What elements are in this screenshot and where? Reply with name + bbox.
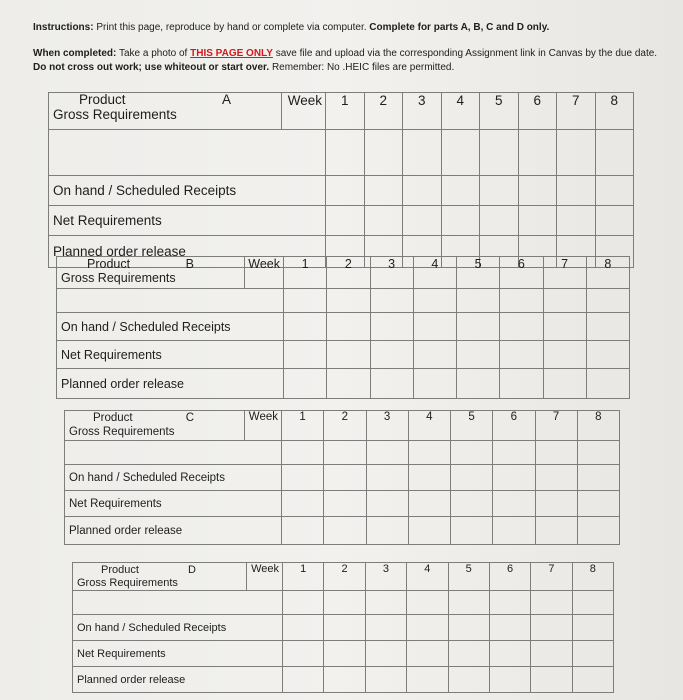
entry-cell[interactable]	[489, 615, 530, 641]
week-7: 7	[557, 93, 596, 130]
entry-cell[interactable]	[324, 465, 366, 491]
entry-cell[interactable]	[408, 465, 450, 491]
week-3: 3	[403, 93, 442, 130]
entry-cell[interactable]	[370, 289, 413, 313]
entry-cell[interactable]	[413, 341, 456, 369]
entry-cell[interactable]	[586, 369, 629, 399]
entry-cell[interactable]	[535, 465, 577, 491]
entry-cell[interactable]	[557, 176, 596, 206]
entry-cell[interactable]	[366, 517, 408, 545]
entry-cell[interactable]	[535, 517, 577, 545]
week-5: 5	[480, 93, 519, 130]
on-hand-row	[57, 313, 630, 341]
entry-cell[interactable]	[489, 667, 530, 693]
week-2: 2	[324, 411, 366, 441]
completed-bold: Do not cross out work; use whiteout or start over.	[33, 62, 270, 73]
entry-cell[interactable]	[370, 341, 413, 369]
this-page-only: THIS PAGE ONLY	[190, 48, 273, 59]
entry-cell[interactable]	[408, 491, 450, 517]
gross-requirements-row	[57, 289, 630, 313]
entry-cell[interactable]	[282, 491, 324, 517]
mrp-table-b	[56, 256, 630, 399]
week-1: 1	[284, 257, 327, 289]
row-label-gross: Gross Requirements	[69, 426, 175, 438]
week-label: Week	[245, 411, 282, 441]
entry-cell[interactable]	[324, 517, 366, 545]
product-letter: A	[221, 92, 231, 107]
entry-cell[interactable]	[327, 341, 370, 369]
product-cell	[57, 257, 245, 289]
entry-cell[interactable]	[543, 313, 586, 341]
header-row	[65, 411, 620, 441]
product-cell	[65, 411, 245, 441]
entry-cell[interactable]	[283, 641, 324, 667]
entry-cell[interactable]	[403, 176, 442, 206]
instructions-line-1	[33, 21, 549, 35]
entry-cell[interactable]	[365, 641, 406, 667]
entry-cell[interactable]	[531, 615, 572, 641]
entry-cell[interactable]	[480, 130, 519, 176]
entry-cell[interactable]	[577, 465, 619, 491]
entry-cell[interactable]	[448, 591, 489, 615]
header-row	[57, 257, 630, 289]
entry-cell[interactable]	[451, 491, 493, 517]
planned-order-row	[57, 369, 630, 399]
net-requirements-row	[49, 206, 634, 236]
week-5: 5	[451, 411, 493, 441]
product-letter: D	[188, 564, 196, 576]
product-label: Product	[87, 257, 131, 271]
entry-cell[interactable]	[543, 341, 586, 369]
week-8: 8	[572, 563, 613, 591]
entry-cell[interactable]	[408, 441, 450, 465]
entry-cell[interactable]	[493, 465, 535, 491]
completed-text-b: save file and upload via the corresponding Assignment link in Canvas by the due date.	[275, 48, 658, 59]
entry-cell[interactable]	[577, 517, 619, 545]
entry-cell[interactable]	[451, 465, 493, 491]
entry-cell[interactable]	[518, 206, 557, 236]
entry-cell[interactable]	[451, 441, 493, 465]
week-label: Week	[245, 257, 284, 289]
entry-cell[interactable]	[49, 130, 326, 176]
entry-cell[interactable]	[407, 641, 448, 667]
mrp-table-a	[48, 92, 634, 268]
entry-cell[interactable]	[407, 615, 448, 641]
entry-cell[interactable]	[531, 667, 572, 693]
entry-cell[interactable]	[577, 491, 619, 517]
row-label-gross: Gross Requirements	[53, 107, 177, 122]
entry-cell[interactable]	[586, 341, 629, 369]
entry-cell[interactable]	[595, 130, 634, 176]
week-2: 2	[364, 93, 403, 130]
week-3: 3	[366, 411, 408, 441]
entry-cell[interactable]	[572, 615, 613, 641]
planned-order-row	[65, 517, 620, 545]
net-requirements-row	[73, 641, 614, 667]
entry-cell[interactable]	[413, 369, 456, 399]
on-hand-row	[73, 615, 614, 641]
entry-cell[interactable]	[408, 517, 450, 545]
entry-cell[interactable]	[365, 615, 406, 641]
entry-cell[interactable]	[324, 491, 366, 517]
instructions-text: Print this page, reproduce by hand or complete via computer.	[96, 22, 367, 33]
row-label-gross: Gross Requirements	[77, 577, 178, 589]
completed-text-a: Take a photo of	[118, 48, 188, 59]
row-label-planned: Planned order release	[65, 517, 282, 545]
entry-cell[interactable]	[586, 313, 629, 341]
entry-cell[interactable]	[448, 615, 489, 641]
row-label-on-hand: On hand / Scheduled Receipts	[73, 615, 283, 641]
week-label: Week	[282, 93, 326, 130]
entry-cell[interactable]	[324, 667, 365, 693]
entry-cell[interactable]	[448, 667, 489, 693]
entry-cell[interactable]	[531, 591, 572, 615]
entry-cell[interactable]	[535, 491, 577, 517]
entry-cell[interactable]	[283, 615, 324, 641]
entry-cell[interactable]	[326, 130, 365, 176]
week-7: 7	[535, 411, 577, 441]
week-1: 1	[283, 563, 324, 591]
week-2: 2	[324, 563, 365, 591]
row-label-planned: Planned order release	[57, 369, 284, 399]
row-label-gross: Gross Requirements	[61, 271, 176, 285]
entry-cell[interactable]	[457, 313, 500, 341]
entry-cell[interactable]	[493, 517, 535, 545]
week-6: 6	[500, 257, 543, 289]
entry-cell[interactable]	[364, 206, 403, 236]
entry-cell[interactable]	[572, 641, 613, 667]
entry-cell[interactable]	[370, 369, 413, 399]
row-label-net: Net Requirements	[73, 641, 283, 667]
entry-cell[interactable]	[489, 591, 530, 615]
entry-cell[interactable]	[451, 517, 493, 545]
week-4: 4	[407, 563, 448, 591]
entry-cell[interactable]	[327, 289, 370, 313]
entry-cell[interactable]	[403, 206, 442, 236]
entry-cell[interactable]	[366, 491, 408, 517]
gross-requirements-row	[65, 441, 620, 465]
header-row	[73, 563, 614, 591]
week-4: 4	[441, 93, 480, 130]
week-8: 8	[577, 411, 619, 441]
entry-cell[interactable]	[557, 130, 596, 176]
entry-cell[interactable]	[284, 313, 327, 341]
entry-cell[interactable]	[324, 591, 365, 615]
entry-cell[interactable]	[407, 667, 448, 693]
row-label-on-hand: On hand / Scheduled Receipts	[49, 176, 326, 206]
entry-cell[interactable]	[557, 206, 596, 236]
product-cell	[49, 93, 282, 130]
entry-cell[interactable]	[283, 591, 324, 615]
entry-cell[interactable]	[284, 369, 327, 399]
entry-cell[interactable]	[283, 667, 324, 693]
entry-cell[interactable]	[365, 591, 406, 615]
week-4: 4	[413, 257, 456, 289]
gross-requirements-row	[49, 130, 634, 176]
week-1: 1	[282, 411, 324, 441]
entry-cell[interactable]	[480, 206, 519, 236]
on-hand-row	[49, 176, 634, 206]
entry-cell[interactable]	[500, 289, 543, 313]
entry-cell[interactable]	[366, 441, 408, 465]
entry-cell[interactable]	[595, 206, 634, 236]
gross-requirements-row	[73, 591, 614, 615]
entry-cell[interactable]	[448, 641, 489, 667]
week-7: 7	[543, 257, 586, 289]
row-label-planned: Planned order release	[73, 667, 283, 693]
planned-order-row	[73, 667, 614, 693]
entry-cell[interactable]	[57, 289, 284, 313]
week-3: 3	[365, 563, 406, 591]
net-requirements-row	[65, 491, 620, 517]
completed-label: When completed:	[33, 48, 117, 59]
product-cell	[73, 563, 247, 591]
entry-cell[interactable]	[327, 313, 370, 341]
week-1: 1	[326, 93, 365, 130]
product-label: Product	[101, 564, 139, 576]
product-label: Product	[93, 412, 133, 424]
row-label-net: Net Requirements	[49, 206, 326, 236]
entry-cell[interactable]	[457, 369, 500, 399]
week-8: 8	[586, 257, 629, 289]
week-5: 5	[448, 563, 489, 591]
entry-cell[interactable]	[65, 441, 282, 465]
entry-cell[interactable]	[441, 206, 480, 236]
entry-cell[interactable]	[326, 176, 365, 206]
entry-cell[interactable]	[282, 517, 324, 545]
entry-cell[interactable]	[493, 441, 535, 465]
entry-cell[interactable]	[543, 369, 586, 399]
entry-cell[interactable]	[572, 591, 613, 615]
entry-cell[interactable]	[364, 176, 403, 206]
entry-cell[interactable]	[500, 369, 543, 399]
entry-cell[interactable]	[370, 313, 413, 341]
week-6: 6	[489, 563, 530, 591]
entry-cell[interactable]	[489, 641, 530, 667]
on-hand-row	[65, 465, 620, 491]
entry-cell[interactable]	[324, 641, 365, 667]
row-label-on-hand: On hand / Scheduled Receipts	[65, 465, 282, 491]
entry-cell[interactable]	[403, 130, 442, 176]
entry-cell[interactable]	[535, 441, 577, 465]
product-letter: C	[185, 412, 194, 424]
entry-cell[interactable]	[572, 667, 613, 693]
row-label-net: Net Requirements	[65, 491, 282, 517]
product-letter: B	[185, 257, 194, 271]
entry-cell[interactable]	[500, 341, 543, 369]
entry-cell[interactable]	[480, 176, 519, 206]
entry-cell[interactable]	[413, 313, 456, 341]
net-requirements-row	[57, 341, 630, 369]
entry-cell[interactable]	[518, 130, 557, 176]
mrp-table-c	[64, 410, 620, 545]
entry-cell[interactable]	[365, 667, 406, 693]
week-3: 3	[370, 257, 413, 289]
mrp-table-d	[72, 562, 614, 693]
week-label: Week	[247, 563, 283, 591]
entry-cell[interactable]	[457, 289, 500, 313]
week-6: 6	[493, 411, 535, 441]
entry-cell[interactable]	[282, 441, 324, 465]
completed-text-c: Remember: No .HEIC files are permitted.	[271, 62, 455, 73]
entry-cell[interactable]	[586, 289, 629, 313]
entry-cell[interactable]	[595, 176, 634, 206]
entry-cell[interactable]	[282, 465, 324, 491]
entry-cell[interactable]	[324, 441, 366, 465]
week-6: 6	[518, 93, 557, 130]
row-label-planned: Planned order release	[49, 236, 326, 268]
entry-cell[interactable]	[327, 369, 370, 399]
entry-cell[interactable]	[543, 289, 586, 313]
entry-cell[interactable]	[441, 130, 480, 176]
entry-cell[interactable]	[284, 289, 327, 313]
entry-cell[interactable]	[518, 176, 557, 206]
entry-cell[interactable]	[324, 615, 365, 641]
week-2: 2	[327, 257, 370, 289]
week-8: 8	[595, 93, 634, 130]
entry-cell[interactable]	[364, 130, 403, 176]
week-4: 4	[408, 411, 450, 441]
entry-cell[interactable]	[500, 313, 543, 341]
row-label-net: Net Requirements	[57, 341, 284, 369]
entry-cell[interactable]	[284, 341, 327, 369]
row-label-on-hand: On hand / Scheduled Receipts	[57, 313, 284, 341]
entry-cell[interactable]	[366, 465, 408, 491]
entry-cell[interactable]	[413, 289, 456, 313]
instructions-bold: Complete for parts A, B, C and D only.	[369, 22, 550, 33]
entry-cell[interactable]	[441, 176, 480, 206]
week-7: 7	[531, 563, 572, 591]
entry-cell[interactable]	[457, 341, 500, 369]
entry-cell[interactable]	[577, 441, 619, 465]
entry-cell[interactable]	[326, 206, 365, 236]
header-row	[49, 93, 634, 130]
entry-cell[interactable]	[407, 591, 448, 615]
product-label: Product	[79, 92, 126, 107]
instructions-label: Instructions:	[33, 22, 94, 33]
entry-cell[interactable]	[493, 491, 535, 517]
week-5: 5	[457, 257, 500, 289]
instructions-line-2	[33, 47, 658, 75]
entry-cell[interactable]	[73, 591, 283, 615]
entry-cell[interactable]	[531, 641, 572, 667]
